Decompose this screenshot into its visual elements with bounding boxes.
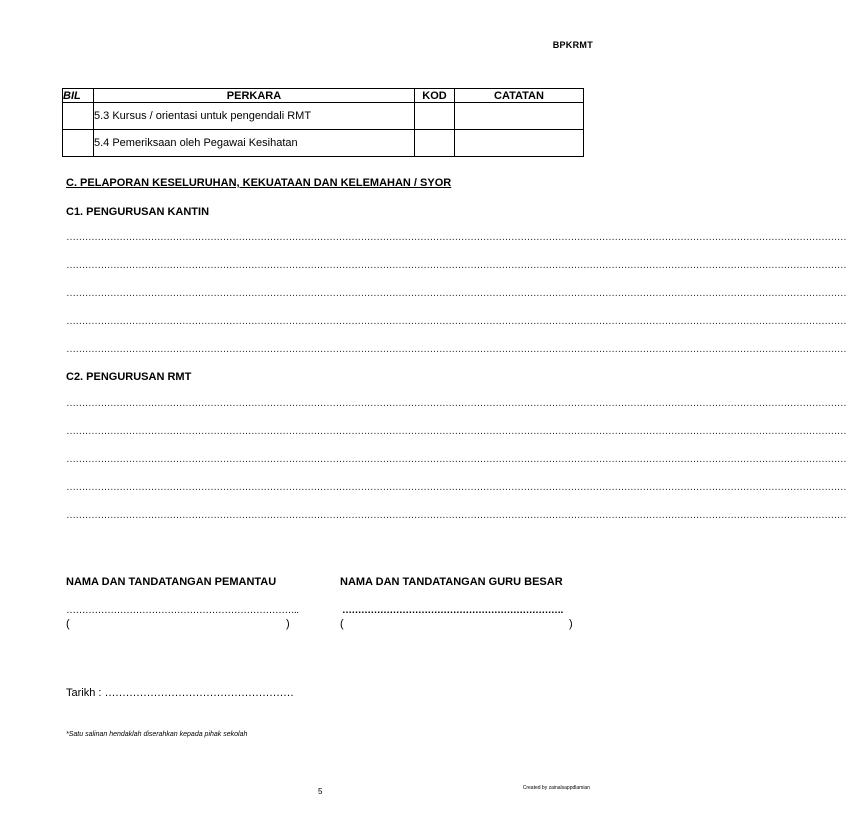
cell-bil (63, 103, 94, 130)
c1-line-4[interactable]: …………………………………………………………………………………………………………………………………………………………………………………………………………………………… (66, 316, 846, 327)
c2-line-1[interactable]: …………………………………………………………………………………………………………………………………………………………………………………………………………………………… (66, 398, 846, 409)
c1-line-1[interactable]: …………………………………………………………………………………………………………………………………………………………………………………………………………………………… (66, 232, 846, 243)
table-row (63, 103, 584, 130)
cell-kod[interactable] (415, 103, 455, 130)
c2-line-5[interactable]: …………………………………………………………………………………………………………………………………………………………………………………………………………………………… (66, 510, 846, 521)
column-header-bil: BIL (63, 89, 94, 103)
tarikh-label: Tarikh : (66, 687, 102, 699)
column-header-perkara: PERKARA (94, 89, 415, 103)
cell-kod[interactable] (415, 130, 455, 157)
footnote: *Satu salinan hendaklah diserahkan kepada pihak sekolah (66, 731, 248, 738)
c2-line-4[interactable]: …………………………………………………………………………………………………………………………………………………………………………………………………………………………… (66, 482, 846, 493)
column-header-catatan: CATATAN (455, 89, 584, 103)
guru-besar-signature-line[interactable]: ……………………………………………………………. (342, 605, 563, 616)
guru-besar-open-bracket: ( (340, 618, 344, 630)
column-header-kod: KOD (415, 89, 455, 103)
section-c-title: C. PELAPORAN KESELURUHAN, KEKUATAAN DAN KELEMAHAN / SYOR (66, 177, 452, 189)
created-by: Created by zainalsappdlamian (522, 785, 590, 791)
pemantau-open-bracket: ( (66, 618, 70, 630)
section-c1-title: C1. PENGURUSAN KANTIN (66, 206, 210, 218)
c2-line-3[interactable]: …………………………………………………………………………………………………………………………………………………………………………………………………………………………… (66, 454, 846, 465)
pemantau-signature-line[interactable]: ……………………………………………………………….. (66, 605, 299, 616)
c1-line-2[interactable]: …………………………………………………………………………………………………………………………………………………………………………………………………………………………… (66, 260, 846, 271)
c2-line-2[interactable]: …………………………………………………………………………………………………………………………………………………………………………………………………………………………… (66, 426, 846, 437)
cell-perkara: 5.4 Pemeriksaan oleh Pegawai Kesihatan (94, 130, 415, 157)
table-row (63, 130, 584, 157)
tarikh-input-line[interactable]: ……………………………………………… (104, 687, 294, 699)
tarikh-field (66, 687, 294, 699)
section-c2-title: C2. PENGURUSAN RMT (66, 371, 192, 383)
cell-perkara: 5.3 Kursus / orientasi untuk pengendali RMT (94, 103, 415, 130)
guru-besar-close-bracket: ) (569, 618, 573, 630)
document-code: BPKRMT (552, 40, 593, 50)
cell-catatan[interactable] (455, 130, 584, 157)
checklist-table (62, 88, 584, 157)
table-header-row (63, 89, 584, 103)
pemantau-close-bracket: ) (286, 618, 290, 630)
cell-bil (63, 130, 94, 157)
c1-line-3[interactable]: …………………………………………………………………………………………………………………………………………………………………………………………………………………………… (66, 288, 846, 299)
c1-line-5[interactable]: …………………………………………………………………………………………………………………………………………………………………………………………………………………………… (66, 344, 846, 355)
cell-catatan[interactable] (455, 103, 584, 130)
guru-besar-signature-title: NAMA DAN TANDATANGAN GURU BESAR (340, 576, 563, 588)
page-number: 5 (318, 787, 323, 796)
pemantau-signature-title: NAMA DAN TANDATANGAN PEMANTAU (66, 576, 277, 588)
